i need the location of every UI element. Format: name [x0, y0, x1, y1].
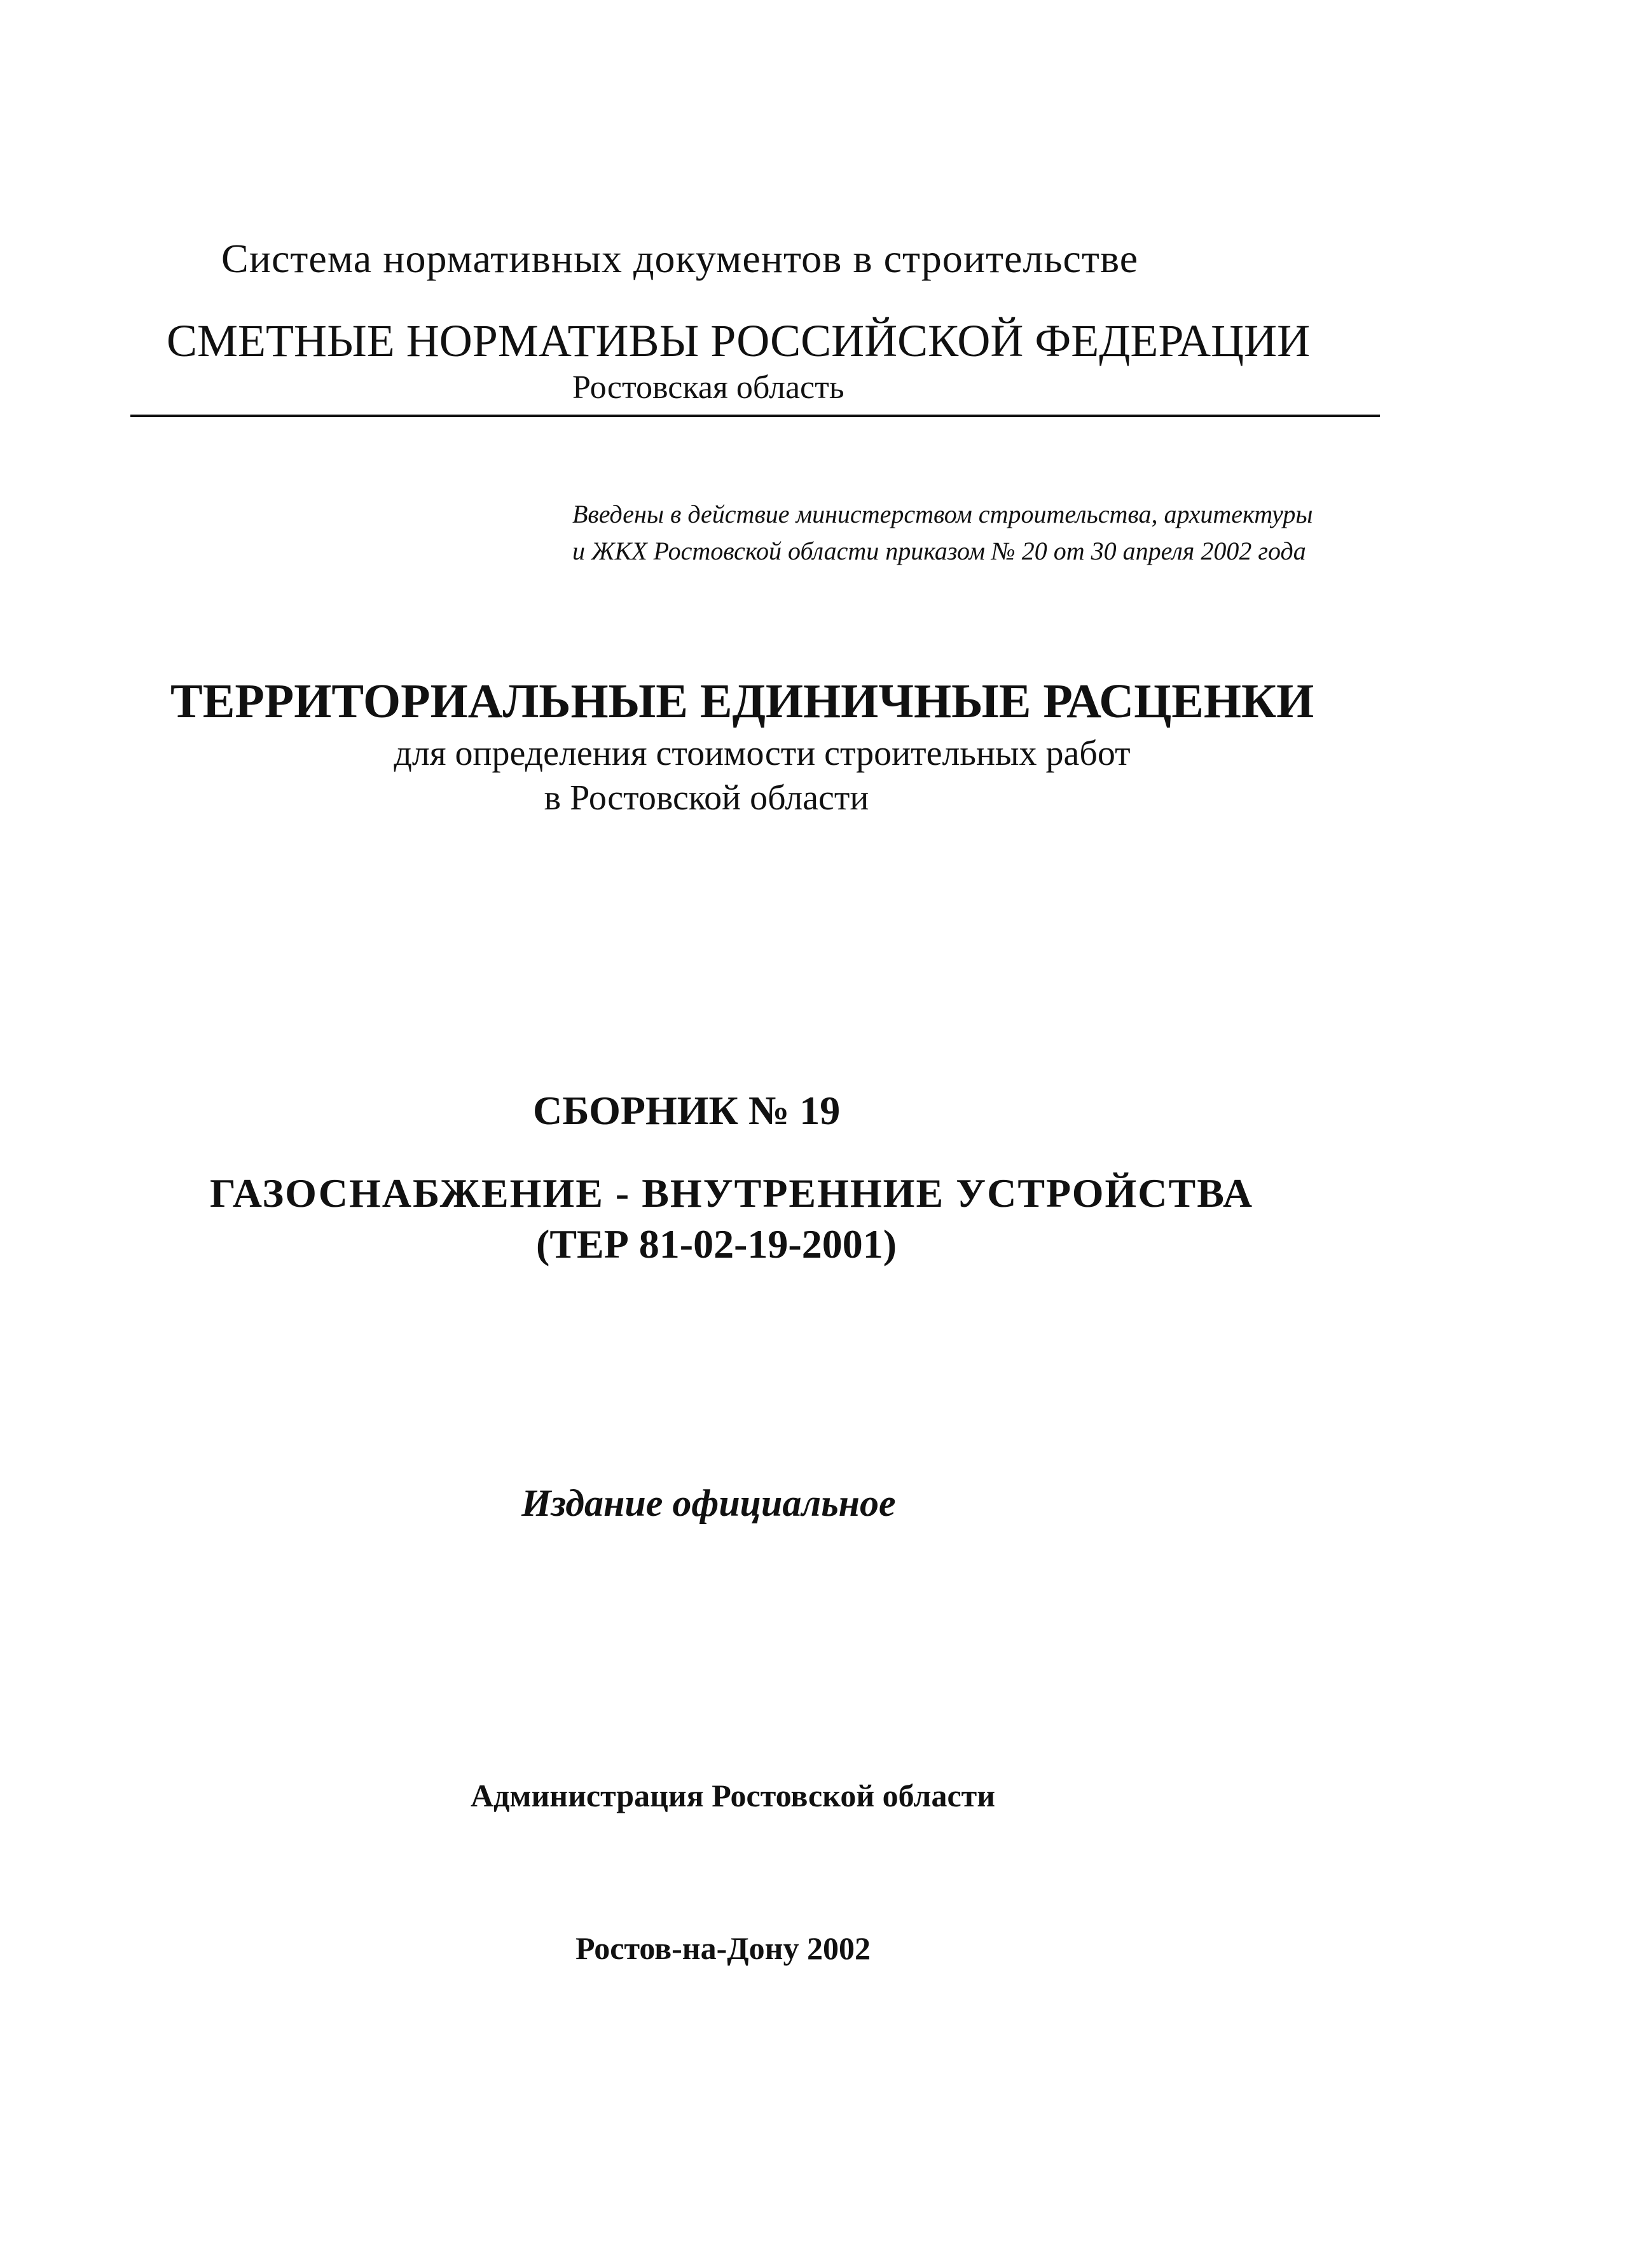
enactment-note	[572, 496, 1313, 570]
collection-name: ГАЗОСНАБЖЕНИЕ - ВНУТРЕННИЕ УСТРОЙСТВА	[210, 1171, 1254, 1216]
enactment-line-1: Введены в действие министерством строительства, архитектуры	[572, 500, 1313, 528]
place-year: Ростов-на-Дону 2002	[575, 1930, 871, 1966]
subtitle-line-2: в Ростовской области	[544, 778, 869, 818]
document-subtitle	[0, 731, 1626, 820]
collection-code: (ТЕР 81-02-19-2001)	[536, 1221, 897, 1267]
series-title: Система нормативных документов в строительстве	[221, 236, 1139, 281]
collection-number: СБОРНИК № 19	[533, 1088, 841, 1133]
enactment-line-2: и ЖКХ Ростовской области приказом № 20 от 30 апреля 2002 года	[572, 537, 1306, 565]
document-title: ТЕРРИТОРИАЛЬНЫЕ ЕДИНИЧНЫЕ РАСЦЕНКИ	[170, 675, 1314, 728]
subtitle-line-1: для определения стоимости строительных работ	[394, 734, 1131, 773]
region-label: Ростовская область	[572, 369, 844, 406]
header-divider	[130, 415, 1380, 417]
edition-label: Издание официальное	[521, 1482, 896, 1524]
publisher: Администрация Ростовской области	[471, 1778, 995, 1813]
main-title: СМЕТНЫЕ НОРМАТИВЫ РОССИЙСКОЙ ФЕДЕРАЦИИ	[167, 315, 1311, 366]
